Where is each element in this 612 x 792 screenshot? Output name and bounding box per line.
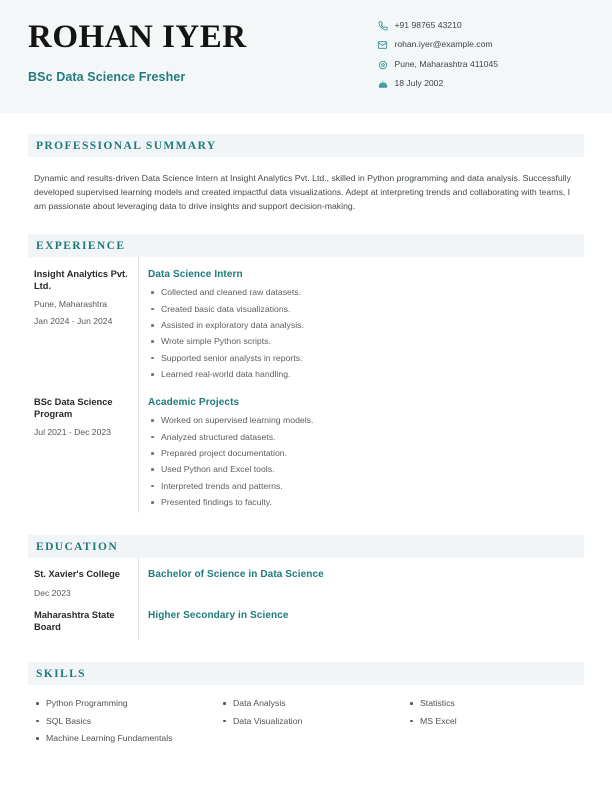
contact-location[interactable] <box>376 59 498 70</box>
list-item: Machine Learning Fundamentals <box>34 733 221 744</box>
education-entry <box>28 599 584 640</box>
skills-grid <box>28 685 584 750</box>
section-title-skills: SKILLS <box>36 667 86 680</box>
education-school: St. Xavier's College <box>34 569 120 580</box>
education-detail <box>138 558 584 599</box>
list-item: Interpreted trends and patterns. <box>148 481 584 492</box>
location-pin-icon <box>376 59 389 70</box>
contact-birthdate[interactable] <box>376 79 498 90</box>
contact-list <box>376 18 584 98</box>
experience-entry <box>28 385 584 513</box>
experience-meta <box>34 385 138 513</box>
experience-bullet-list <box>148 287 584 380</box>
list-item: Python Programming <box>34 698 221 709</box>
list-item: Used Python and Excel tools. <box>148 464 584 475</box>
experience-org: BSc Data Science Program <box>34 397 113 420</box>
section-header-experience <box>28 234 584 257</box>
list-item: MS Excel <box>408 716 595 727</box>
education-degree: Bachelor of Science in Data Science <box>148 569 324 581</box>
section-title-summary: PROFESSIONAL SUMMARY <box>36 139 217 152</box>
list-item: Presented findings to faculty. <box>148 497 584 508</box>
contact-birthdate-text: 18 July 2002 <box>394 78 444 89</box>
section-header-education <box>28 535 584 558</box>
list-item: Collected and cleaned raw datasets. <box>148 287 584 298</box>
experience-location: Pune, Maharashtra <box>34 299 108 310</box>
education-date: Dec 2023 <box>34 588 71 599</box>
experience-role: Academic Projects <box>148 397 240 409</box>
education-meta <box>34 558 138 599</box>
experience-org: Insight Analytics Pvt. Ltd. <box>34 269 128 292</box>
list-item: Wrote simple Python scripts. <box>148 336 584 347</box>
experience-bullet-list <box>148 415 584 508</box>
list-item: SQL Basics <box>34 716 221 727</box>
education-degree: Higher Secondary in Science <box>148 610 289 622</box>
list-item: Data Visualization <box>221 716 408 727</box>
phone-icon <box>376 20 389 31</box>
contact-location-text: Pune, Maharashtra 411045 <box>394 58 498 69</box>
skills-column <box>221 698 408 750</box>
section-professional-summary <box>0 134 612 213</box>
headline-subtitle: BSc Data Science Fresher <box>28 69 186 84</box>
list-item: Created basic data visualizations. <box>148 304 584 315</box>
contact-email-text: rohan.iyer@example.com <box>394 39 493 50</box>
education-detail <box>138 599 584 640</box>
section-skills <box>0 662 612 750</box>
summary-paragraph: Dynamic and results-driven Data Science Intern at Insight Analytics Pvt. Ltd., skilled in Python programming and data analysis. Successfully developed supervised learning models and created impactful data visualizations. Adept at interpreting trends and collaborating with teams, I am passionate about leveraging data to drive insights and support decision-making. <box>34 173 571 212</box>
experience-dates: Jul 2021 - Dec 2023 <box>34 427 111 438</box>
list-item: Analyzed structured datasets. <box>148 432 584 443</box>
experience-meta <box>34 257 138 385</box>
section-header-skills <box>28 662 584 685</box>
contact-phone-text: +91 98765 43210 <box>394 19 462 30</box>
list-item: Worked on supervised learning models. <box>148 415 584 426</box>
list-item: Supported senior analysts in reports. <box>148 353 584 364</box>
education-meta <box>34 599 138 640</box>
skills-column <box>34 698 221 750</box>
page-title: ROHAN IYER <box>28 19 247 55</box>
education-entry <box>28 558 584 599</box>
section-title-education: EDUCATION <box>36 540 119 553</box>
experience-detail <box>138 385 584 513</box>
contact-phone[interactable] <box>376 20 498 31</box>
name-block <box>28 18 247 84</box>
experience-dates: Jan 2024 - Jun 2024 <box>34 316 113 327</box>
section-header-summary <box>28 134 584 157</box>
contact-email[interactable] <box>376 40 498 51</box>
section-experience <box>0 234 612 513</box>
email-icon <box>376 40 389 51</box>
skills-column <box>408 698 595 750</box>
section-title-experience: EXPERIENCE <box>36 239 126 252</box>
experience-role: Data Science Intern <box>148 269 243 281</box>
section-education <box>0 535 612 640</box>
list-item: Prepared project documentation. <box>148 448 584 459</box>
list-item: Data Analysis <box>221 698 408 709</box>
education-school: Maharashtra State Board <box>34 610 115 633</box>
list-item: Assisted in exploratory data analysis. <box>148 320 584 331</box>
resume-header <box>0 0 612 113</box>
list-item: Learned real-world data handling. <box>148 369 584 380</box>
experience-detail <box>138 257 584 385</box>
experience-entry <box>28 257 584 385</box>
birthday-cake-icon <box>376 79 389 90</box>
list-item: Statistics <box>408 698 595 709</box>
